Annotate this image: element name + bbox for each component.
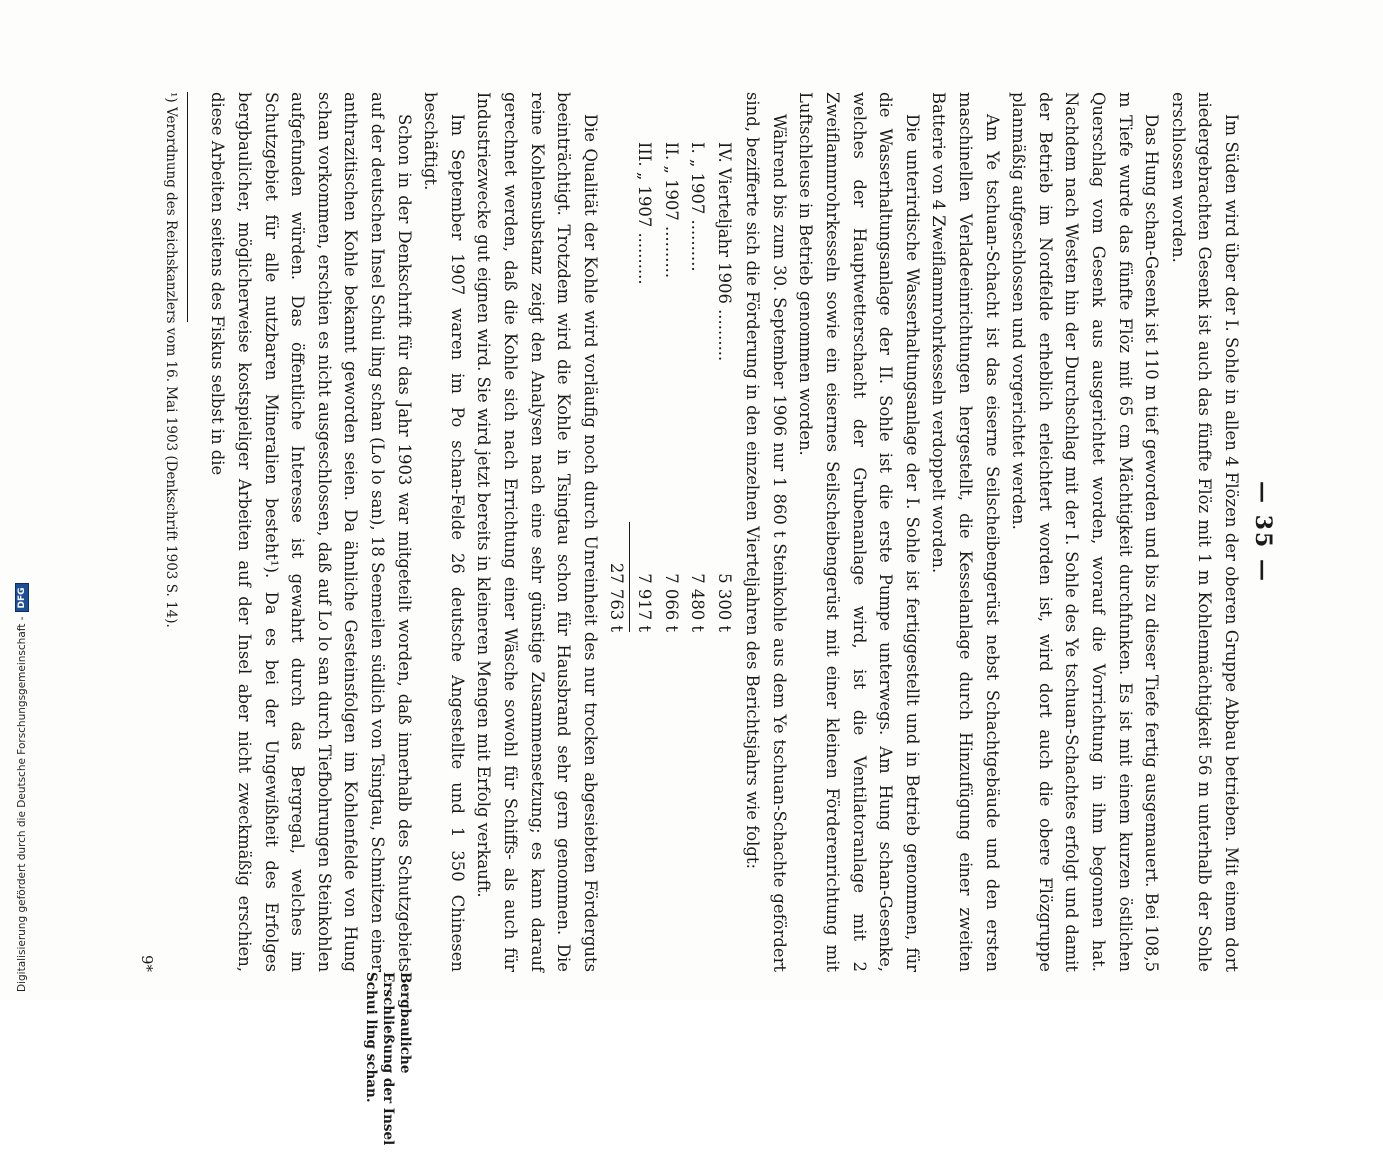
paragraph: Am Ye tschuan-Schacht ist das eiserne Seilscheibengerüst nebst Schachtgebäude und den ersten maschinellen Verladeeinrichtungen hergestellt, die Kesselanlage durch Hinzufügung einer zweiten Batterie von 4 Zweiflammrohrkesseln verdoppelt worden. [929, 92, 1002, 972]
table-row-label: III. „ 1907 .......... [634, 142, 654, 285]
footnote-rule [187, 92, 188, 322]
table-row [657, 142, 684, 972]
table-row-value: 7 066 t [661, 573, 681, 632]
signature-area [134, 92, 164, 972]
digitization-notice [12, 532, 32, 992]
table-row-label: I. „ 1907 .......... [688, 142, 708, 272]
table-row-label: II. „ 1907 .......... [661, 142, 681, 279]
signature-mark: 9* [137, 954, 156, 972]
table-row [684, 142, 711, 972]
footnote: ¹) Verordnung des Reichskanzlers vom 16. Mai 1903 (Denkschrift 1903 S. 14). [162, 92, 179, 628]
paragraph: Im September 1907 waren im Po schan-Felde 26 deutsche Angestellte und 1 350 Chinesen beschäftigt. [421, 92, 467, 972]
production-table [603, 142, 737, 972]
paragraph: Im Süden wird über der I. Sohle in allen 4 Flözen der oberen Gruppe Abbau betrieben. Mit einem dort niedergebrachten Gesenk ist auch das fünfte Flöz mit 1 m Kohlenmächtigkeit 56 m unterhalb der Sohle erschlossen worden. [1168, 92, 1241, 972]
rotated-page-content [137, 92, 1276, 1146]
page-number: — 35 — [1250, 481, 1276, 583]
paragraph: Die Qualität der Kohle wird vorläufig noch durch Unreinheit des nur trocken abgesiebten Förderguts beeinträchtigt. Trotzdem wird die Kohle in Tsingtau schon für Hausbrand sehr gern genommen. Die reine Kohlensubstanz zeigt den Analysen nach eine sehr günstige Zusammensetzung; es kann darauf gerechnet werden, daß die Kohle sich nach Errichtung einer Wäsche sowohl für Schiffs- als auch für Industriezwecke gut eignen wird. Sie wird jetzt bereits in kleineren Mengen mit Erfolg verkauft. [474, 92, 600, 972]
paragraph-with-margin-note [204, 92, 417, 1146]
digitization-text: Digitalisierung gefördert durch die Deutsche Forschungsgemeinschaft - [16, 616, 28, 992]
table-total: 27 763 t [607, 562, 627, 632]
table-row-value: 7 917 t [634, 573, 654, 632]
table-row-value: 7 480 t [688, 573, 708, 632]
table-row [710, 142, 737, 972]
footnote-area [164, 92, 204, 972]
paragraph: Schon in der Denkschrift für das Jahr 1903 war mitgeteilt worden, daß innerhalb des Schutzgebiets auf der deutschen Insel Schui ling schan (Lo lo san), 18 Seemeilen südlich von Tsingtau, Schmitzen einer anthrazitischen Kohle bekannt geworden seien. Da ähnliche Gesteinsfolgen im Kohlenfelde von Hung schan vorkommen, erschien es nicht ausgeschlossen, daß auf Lo lo san durch Tiefbohrungen Steinkohlen aufgefunden würden. Das öffentliche Interesse ist gewahrt durch das Bergregal, welches im Schutzgebiet für alle nutzbaren Mineralien besteht¹). Da es bei der Ungewißheit des Erfolges bergbaulicher, möglicherweise kostspieliger Arbeiten auf der Insel aber nicht zweckmäßig erschien, diese Arbeiten seitens des Fiskus selbst in die [208, 92, 414, 972]
table-row-label: IV. Vierteljahr 1906 .......... [714, 142, 734, 362]
table-total-row [603, 142, 630, 972]
paragraph: Während bis zum 30. September 1906 nur 1 860 t Steinkohle aus dem Ye tschuan-Schachte gefördert sind, bezifferte sich die Förderung in den einzelnen Vierteljahren des Berichtsjahrs wie folgt: [743, 92, 789, 972]
paragraph: Das Hung schan-Gesenk ist 110 m tief geworden und bis zu dieser Tiefe fertig ausgemauert. Bei 108,5 m Tiefe wurde das fünfte Flöz mit 65 cm Mächtigkeit durchfunken. Es ist mit einem kurzen östlichen Querschlag vom Gesenk aus ausgerichtet worden, worauf die Vorrichtung in ihm begonnen hat. Nachdem nach Westen hin der Durchschlag mit der I. Sohle des Ye tschuan-Schachtes erfolgt und damit der Betrieb im Nordfelde erheblich erleichtert worden ist, wird dort auch die obere Flözgruppe planmäßig aufgeschlossen und vorgerichtet werden. [1009, 92, 1162, 972]
table-row-value: 5 300 t [714, 573, 734, 632]
dfg-logo: DFG [15, 583, 29, 612]
body-text-upper [134, 92, 1244, 1146]
paragraph: Die unterirdische Wasserhaltungsanlage der I. Sohle ist fertiggestellt und in Betrieb genommen, für die Wasserhaltungsanlage der II. Sohle ist die erste Pumpe unterwegs. Am Hung schan-Gesenke, welches der Hauptwetterschacht der Grubenanlage wird, ist die Ventilatoranlage mit 2 Zweiflammrohrkesseln sowie ein eisernes Seilscheibengerüst mit einer kleinen Förderenrichtung mit Luftschleuse in Betrieb genommen worden. [796, 92, 922, 972]
margin-note: Bergbauliche Erschließung der Insel Schui ling schan. [362, 972, 413, 1146]
table-row [630, 142, 657, 972]
